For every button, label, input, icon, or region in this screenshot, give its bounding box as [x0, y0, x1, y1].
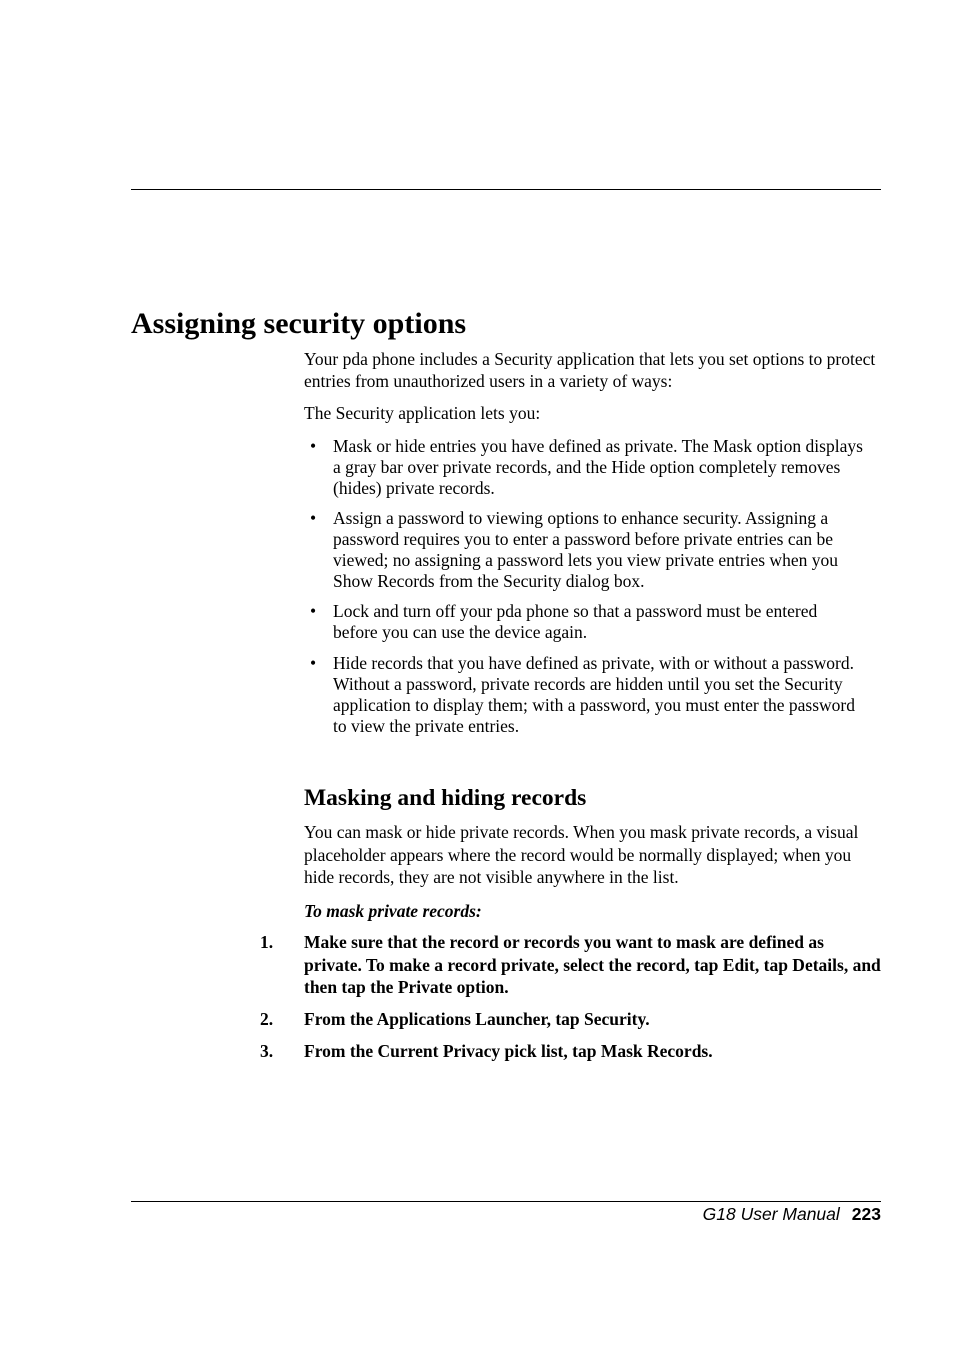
- bullet-icon: •: [310, 653, 317, 673]
- step-number: 3.: [260, 1041, 274, 1061]
- page-footer: [703, 1203, 881, 1225]
- step-number: 1.: [260, 932, 274, 952]
- step-text: From the Current Privacy pick list, tap Mask Records.: [304, 1041, 713, 1061]
- list-item-text: Lock and turn off your pda phone so that a password must be entered before you can use the device again.: [333, 601, 818, 642]
- list-item: [304, 508, 864, 592]
- bullet-icon: •: [310, 436, 317, 456]
- manual-title: G18 User Manual: [702, 1204, 840, 1224]
- step-text: Make sure that the record or records you want to mask are defined as private. To make a record private, select the record, tap Edit, tap Details, and then tap the Private option.: [304, 932, 881, 997]
- procedure-title: To mask private records:: [304, 901, 482, 921]
- footer-rule: [131, 1201, 881, 1202]
- bullet-icon: •: [310, 508, 317, 528]
- intro-paragraph: Your pda phone includes a Security application that lets you set options to protect entries from unauthorized users in a variety of ways:: [304, 349, 876, 391]
- subsection-title: Masking and hiding records: [304, 785, 587, 811]
- list-item: [304, 653, 864, 737]
- section-title: Assigning security options: [131, 307, 467, 340]
- step-text: From the Applications Launcher, tap Security.: [304, 1009, 650, 1029]
- header-rule: [131, 189, 881, 190]
- feature-list: [304, 436, 864, 737]
- list-item-text: Hide records that you have defined as private, with or without a password. Without a password, private records are hidden until you set the Security application to display them; with a password, you must enter the password to view the private entries.: [333, 653, 855, 736]
- lead-paragraph: The Security application lets you:: [304, 403, 541, 423]
- list-item: [304, 436, 864, 499]
- page-number: 223: [851, 1204, 881, 1224]
- list-item: [304, 601, 864, 643]
- list-item-text: Assign a password to viewing options to enhance security. Assigning a password requires you to enter a password before private entries can be viewed; no assigning a password lets you view private entries when you Show Records from the Security dialog box.: [333, 508, 838, 591]
- bullet-icon: •: [310, 601, 317, 621]
- subsection-paragraph: You can mask or hide private records. When you mask private records, a visual placeholder appears where the record would be normally displayed; when you hide records, they are not visible anywhere in the list.: [304, 822, 859, 887]
- list-item-text: Mask or hide entries you have defined as private. The Mask option displays a gray bar over private records, and the Hide option completely removes (hides) private records.: [333, 436, 863, 498]
- step-number: 2.: [260, 1009, 274, 1029]
